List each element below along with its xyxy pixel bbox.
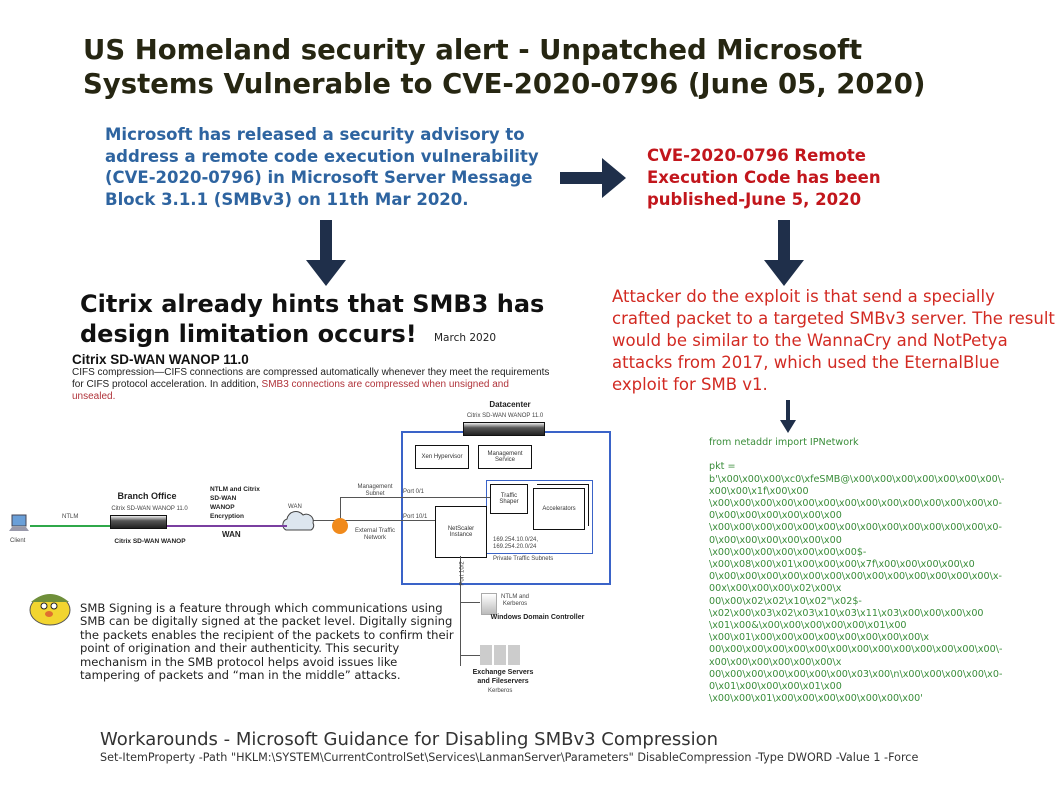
port101-label: Port 10/1: [403, 514, 428, 520]
firewall-icon: [332, 518, 348, 534]
workaround-title: Workarounds - Microsoft Guidance for Disabling SMBv3 Compression: [100, 729, 719, 750]
code-line: 00\x00\x00\x00\x00\x00\x00\x03\x00\n\x00\x00\x00\x00\x0-: [709, 668, 1003, 680]
branch-office-label: Branch Office: [117, 491, 177, 501]
branch-appliance-label: Citrix SD-WAN WANOP 11.0: [111, 506, 188, 512]
ntlm-label: NTLM: [62, 514, 79, 520]
dc-appliance-icon: [463, 422, 545, 436]
exchange-label: Exchange Servers and Fileservers: [472, 669, 534, 685]
wan-label: WAN: [222, 530, 241, 539]
code-line: \x02\x00\x03\x02\x03\x10\x03\x11\x03\x00\x00\x00\x00: [709, 607, 984, 619]
code-line: \x00\x00\x01\x00\x00\x00\x00\x00\x00\x00': [709, 693, 923, 705]
xen-hypervisor-box: Xen Hypervisor: [415, 445, 469, 469]
client-label: Client: [10, 538, 26, 544]
code-line: \x00\x00\x00\x00\x00\x00\x00$-: [709, 546, 867, 558]
code-line: 00\x00\x02\x02\x10\x02"\x02$-: [709, 595, 862, 607]
code-line: 00x\x00\x00\x00\x02\x00\x: [709, 583, 842, 595]
code-line: x00\x00\x1f\x00\x00: [709, 485, 809, 497]
exploit-code: [709, 437, 1004, 705]
code-line: \x00\x08\x00\x01\x00\x00\x00\x7f\x00\x00\x00\x00\x0: [709, 559, 975, 571]
line: [460, 602, 480, 603]
citrix-product-title: Citrix SD-WAN WANOP 11.0: [72, 352, 249, 367]
branch-wanop-label: Citrix SD-WAN WANOP: [114, 538, 186, 545]
netscaler-box: NetScaler Instance: [435, 506, 487, 558]
dc-auth-label: NTLM and Kerberos: [500, 594, 529, 607]
code-line: 0\x01\x00\x00\x00\x01\x00: [709, 681, 842, 693]
code-line: [709, 449, 1004, 461]
code-line: x00\x00\x00\x00\x00\x00\x: [709, 656, 842, 668]
code-line: 0\x00\x00\x00\x00\x00\x00: [709, 534, 842, 546]
mascot-icon: [25, 588, 75, 628]
code-line: 00\x00\x00\x00\x00\x00\x00\x00\x00\x00\x00\x00\x00\x00\-: [709, 644, 1003, 656]
code-line: \x00\x00\x00\x00\x00\x00\x00\x00\x00\x00\x00\x00\x00\x0-: [709, 522, 1003, 534]
citrix-date: March 2020: [434, 332, 497, 344]
code-line: 0\x00\x00\x00\x00\x00\x00\x00\x00\x00\x00\x00\x00\x00\x-: [709, 571, 1003, 583]
code-line: \x00\x01\x00\x00\x00\x00\x00\x00\x00\x00\x: [709, 632, 930, 644]
slide-title: US Homeland security alert - Unpatched Microsoft Systems Vulnerable to CVE-2020-0796 (June 05, 2020): [83, 34, 926, 100]
desc-text: CIFS compression—CIFS connections are compressed automatically whenever they meet the requirements for CIFS protocol acceleration. In addition,: [72, 367, 550, 390]
accelerators-box: Accelerators: [533, 488, 585, 530]
cve-published-text: CVE-2020-0796 Remote Execution Code has been published-June 5, 2020: [647, 146, 881, 209]
desc-highlight: SMB3 connections are compressed when unsigned and unsealed.: [72, 379, 509, 402]
management-service-box: Management Service: [478, 445, 532, 469]
encryption-label: NTLM and Citrix SD-WAN WANOP Encryption: [210, 486, 260, 520]
laptop-icon: [8, 514, 30, 534]
port102-label: Port 10/2: [459, 561, 466, 586]
small-down-arrow-icon: [779, 400, 797, 433]
port01-label: Port 0/1: [403, 489, 425, 495]
kerberos-label: Kerberos: [488, 688, 513, 694]
subnets-label: 169.254.10.0/24, 169.254.20.0/24: [493, 537, 539, 550]
domain-controller-label: Windows Domain Controller: [490, 614, 585, 621]
citrix-heading: Citrix already hints that SMB3 has design limitation occurs!: [80, 290, 545, 348]
code-line: from netaddr import IPNetwork: [709, 437, 859, 448]
workaround-command: Set-ItemProperty -Path "HKLM:\SYSTEM\CurrentControlSet\Services\LanmanServer\Parameters" DisableCompression -Type DWORD -Value 1 -Force: [100, 751, 919, 764]
wan-cloud-icon: [280, 508, 316, 534]
smb-signing-text: SMB Signing is a feature through which communications using SMB can be digitally signed at the packet level. Digitally signing the packets enables the recipient of the packets to confirm their point of origination and their authenticity. This security mechanism in the SMB protocol helps avoid issues like tampering of packets and “man in the middle” attacks.: [80, 601, 454, 683]
code-line: 0\x00\x00\x00\x00\x00\x00: [709, 510, 842, 522]
citrix-description: [72, 367, 552, 403]
code-line: \x01\x00&\x00\x00\x00\x00\x00\x01\x00: [709, 620, 907, 632]
down-arrow-icon: [764, 220, 804, 286]
mgmt-subnet-label: Management Subnet: [357, 484, 393, 497]
code-line: \x00\x00\x00\x00\x00\x00\x00\x00\x00\x00\x00\x00\x00\x0-: [709, 498, 1003, 509]
line: [460, 655, 480, 656]
servers-icon: [480, 645, 520, 665]
code-line: pkt =: [709, 461, 736, 473]
microsoft-advisory-text: Microsoft has released a security advisory to address a remote code execution vulnerability (CVE-2020-0796) in Microsoft Server Message Block 3.1.1 (SMBv3) on 11th Mar 2020.: [105, 125, 539, 209]
dc-appliance-label: Citrix SD-WAN WANOP 11.0: [466, 413, 544, 419]
datacenter-label: Datacenter: [489, 400, 531, 409]
branch-appliance-icon: [110, 515, 167, 529]
attack-description: Attacker do the exploit is that send a specially crafted packet to a targeted SMBv3 server. The result would be similar to the WannaCry and NotPetya attacks from 2017, which used the EternalBlue exploit for SMB v1.: [612, 287, 1055, 394]
private-subnets-label: Private Traffic Subnets: [493, 556, 554, 562]
right-arrow-icon: [560, 158, 628, 198]
wan-link-line: [167, 525, 287, 527]
code-line: b'\x00\x00\x00\xc0\xfeSMB@\x00\x00\x00\x00\x00\x00\x00\-: [709, 473, 1005, 485]
ntlm-link-line: [30, 525, 110, 527]
down-arrow-icon: [306, 220, 346, 286]
traffic-shaper-box: Traffic Shaper: [490, 484, 528, 514]
external-network-label: External Traffic Network: [355, 528, 395, 541]
wan-cloud-label: WAN: [288, 504, 302, 510]
